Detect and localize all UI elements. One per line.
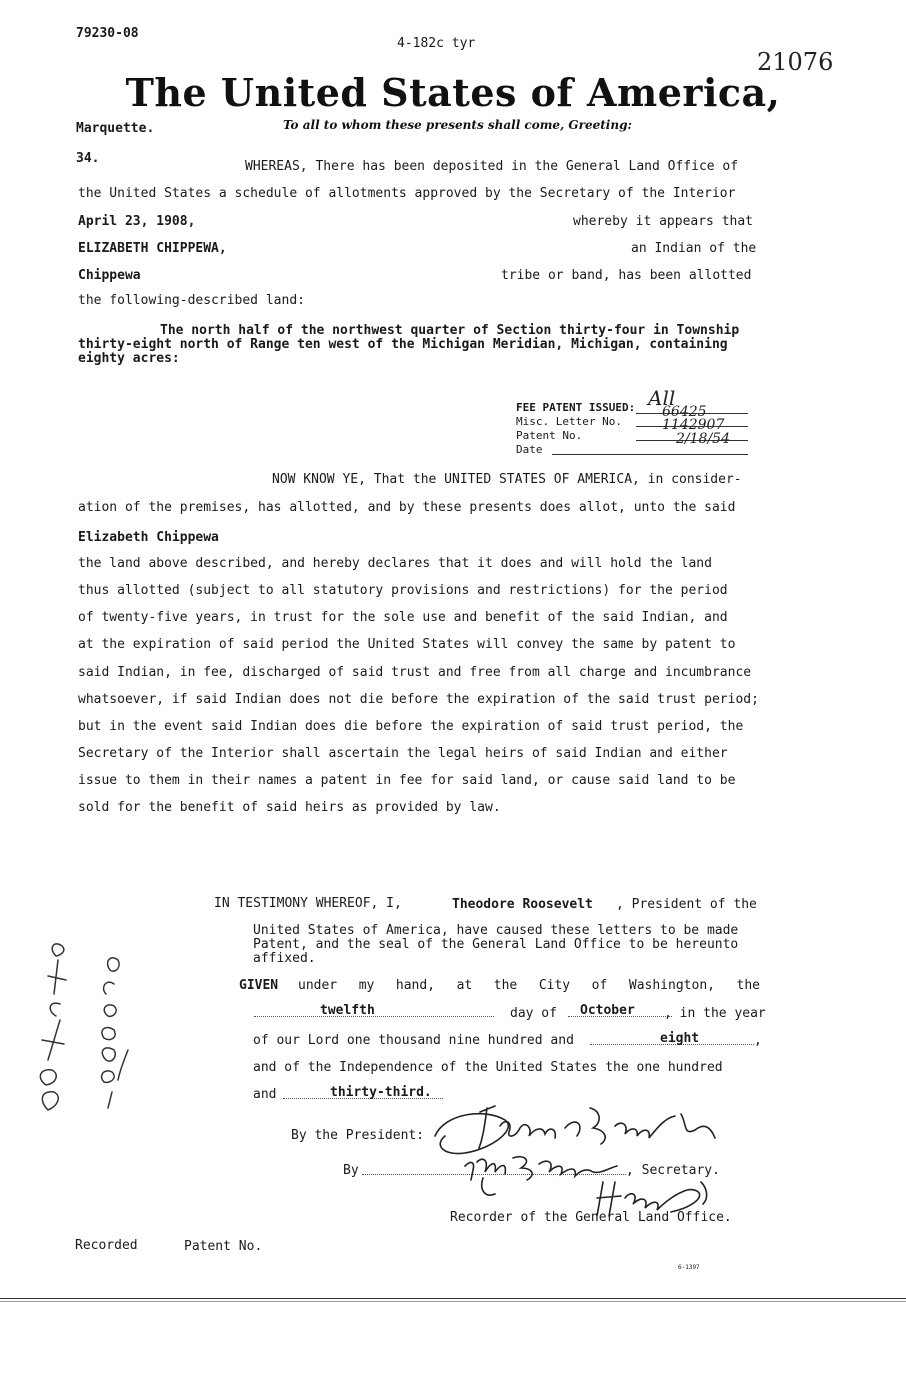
- document-code: 4-182c tyr: [397, 36, 476, 51]
- testimony-intro: IN TESTIMONY WHEREOF, I,: [214, 896, 402, 911]
- stamp-date-value: 2/18/54: [676, 431, 730, 447]
- body-para-5: said Indian, in fee, discharged of said trust and free from all charge and incumbrance: [78, 665, 752, 680]
- day-of-text: day of: [510, 1006, 557, 1021]
- given-word-7: of: [591, 978, 608, 993]
- tribe-text: tribe or band, has been allotted: [501, 268, 752, 283]
- president-signature-loop: [435, 1114, 508, 1154]
- whereby-text: whereby it appears that: [573, 214, 754, 229]
- stamp-date-line: [552, 454, 748, 455]
- recorder-signature: [597, 1182, 707, 1216]
- given-line: [298, 978, 760, 994]
- body-para-9: issue to them in their names a patent in fee for said land, or cause said land to be: [78, 773, 736, 788]
- land-line-2: thirty-eight north of Range ten west of the Michigan Meridian, Michigan, containing: [78, 337, 728, 352]
- bottom-rule-2: [0, 1301, 906, 1302]
- document-title: The United States of America,: [125, 70, 781, 115]
- footer-patent-label: Patent No.: [184, 1239, 263, 1254]
- president-of-text: , President of the: [616, 897, 757, 912]
- independence-text: and of the Independence of the United States the one hundred: [253, 1060, 723, 1075]
- signatures-graphic: [425, 1098, 735, 1228]
- body-para-10: sold for the benefit of said heirs as provided by law.: [78, 800, 501, 815]
- tribe-name: Chippewa: [78, 268, 141, 283]
- and-word: and: [253, 1087, 277, 1102]
- body-para-2: thus allotted (subject to all statutory provisions and restrictions) for the period: [78, 583, 728, 598]
- given-word-1: under: [298, 978, 338, 993]
- land-line-3: eighty acres:: [78, 351, 180, 366]
- fee-patent-label: FEE PATENT ISSUED:: [516, 401, 636, 414]
- fee-patent-value: All: [648, 386, 676, 410]
- given-word: GIVEN: [239, 978, 279, 993]
- county-name: Marquette.: [76, 121, 155, 136]
- body-para-6: whatsoever, if said Indian does not die before the expiration of the said trust period;: [78, 692, 759, 707]
- given-word-9: the: [736, 978, 760, 993]
- bottom-rule: [0, 1298, 906, 1299]
- president-signature: [479, 1106, 715, 1148]
- allotment-number: 34.: [76, 151, 100, 166]
- given-word-4: at: [456, 978, 473, 993]
- greeting: To all to whom these presents shall come, Greeting:: [283, 118, 632, 132]
- body-para-7: but in the event said Indian does die before the expiration of said trust period, the: [78, 719, 744, 734]
- lord-text: of our Lord one thousand nine hundred and: [253, 1033, 574, 1048]
- file-number: 79230-08: [76, 26, 139, 41]
- body-para-4: at the expiration of said period the United States will convey the same by patent to: [78, 637, 736, 652]
- body-para-3: of twenty-five years, in trust for the sole use and benefit of the said Indian, and: [78, 610, 728, 625]
- margin-note-graphic: [28, 920, 138, 1120]
- in-year-text: , in the year: [664, 1006, 766, 1021]
- secretary-text: , Secretary.: [626, 1163, 720, 1178]
- given-word-6: City: [538, 978, 571, 993]
- patent-no-label: Patent No.: [516, 429, 583, 442]
- an-indian-text: an Indian of the: [631, 241, 757, 256]
- day-value: twelfth: [320, 1003, 375, 1018]
- body-line-1: NOW KNOW YE, That the UNITED STATES OF AMERICA, in consider-: [272, 472, 742, 487]
- land-line-1: The north half of the northwest quarter of Section thirty-four in Township: [160, 323, 740, 338]
- caused-line-2: Patent, and the seal of the General Land Office to be hereunto: [253, 937, 739, 952]
- form-number: 6-1397: [678, 1264, 700, 1271]
- body-line-2: ation of the premises, has allotted, and by these presents does allot, unto the said: [78, 500, 736, 515]
- margin-note-line-1: [0, 0, 1, 1]
- body-para-1: the land above described, and hereby declares that it does and will hold the land: [78, 556, 712, 571]
- misc-letter-value: 66425: [662, 404, 707, 420]
- given-word-5: the: [493, 978, 518, 993]
- given-word-8: Washington,: [628, 978, 715, 993]
- by-president-text: By the President:: [291, 1128, 425, 1143]
- year-comma: ,: [754, 1033, 762, 1048]
- patent-no-value: 1142907: [662, 417, 725, 433]
- serial-number: 21076: [757, 48, 834, 76]
- margin-note: [0, 0, 1, 1]
- approval-date: April 23, 1908,: [78, 214, 196, 229]
- independence-value: thirty-third.: [330, 1085, 432, 1100]
- preamble-line-2: the United States a schedule of allotments approved by the Secretary of the Interior: [78, 186, 736, 201]
- following-text: the following-described land:: [78, 293, 305, 308]
- preamble-line-1: WHEREAS, There has been deposited in the General Land Office of: [245, 159, 739, 174]
- by-text: By: [343, 1163, 359, 1178]
- recorded-label: Recorded: [75, 1238, 138, 1253]
- recorder-text: Recorder of the General Land Office.: [450, 1210, 732, 1225]
- stamp-date-label: Date: [516, 443, 543, 456]
- given-word-3: hand,: [395, 978, 436, 993]
- caused-line-3: affixed.: [253, 951, 316, 966]
- secretary-signature: [465, 1157, 617, 1195]
- caused-line-1: United States of America, have caused these letters to be made: [253, 923, 739, 938]
- president-name: Theodore Roosevelt: [452, 897, 593, 912]
- misc-letter-label: Misc. Letter No.: [516, 415, 622, 428]
- body-para-8: Secretary of the Interior shall ascertain the legal heirs of said Indian and either: [78, 746, 728, 761]
- allottee-name: Elizabeth Chippewa: [78, 530, 219, 545]
- year-value: eight: [660, 1031, 700, 1046]
- allottee-name-upper: ELIZABETH CHIPPEWA,: [78, 241, 227, 256]
- given-word-2: my: [358, 978, 375, 993]
- month-value: October: [580, 1003, 635, 1018]
